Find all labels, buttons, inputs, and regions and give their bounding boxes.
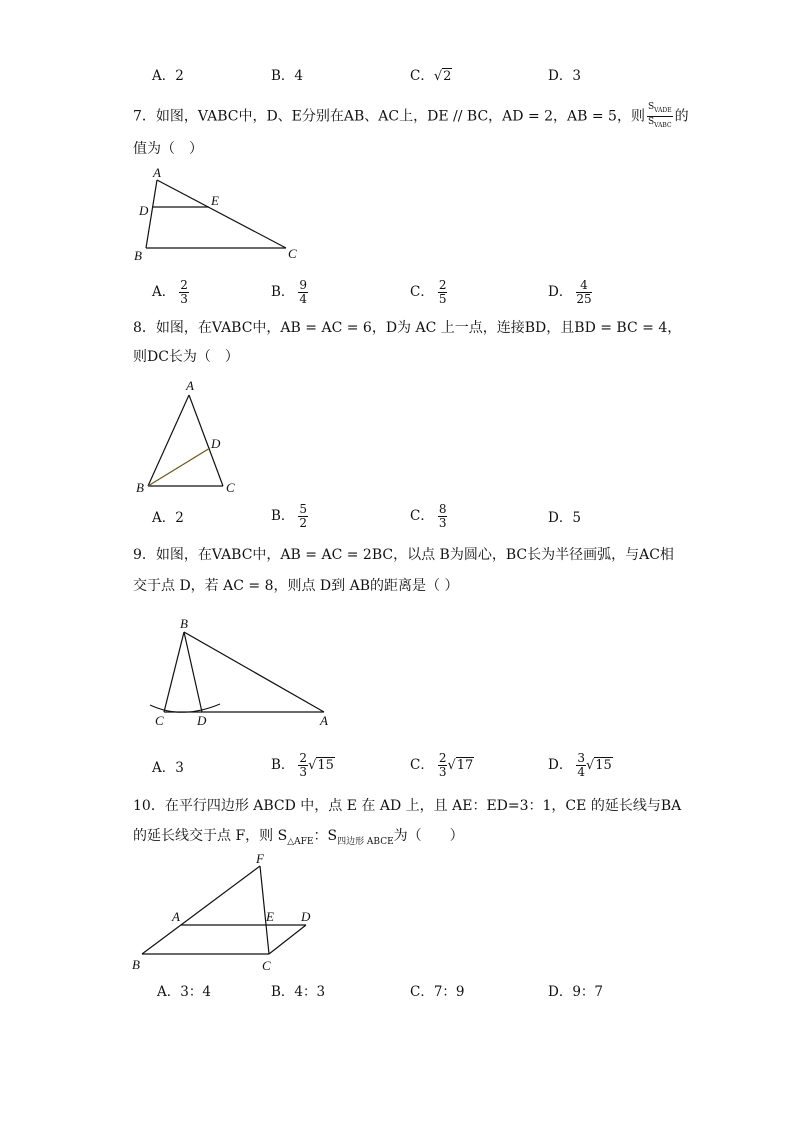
q10-option-c: C．7：9 (410, 984, 465, 1000)
q8-figure (128, 372, 258, 498)
q9-label-a: A (320, 713, 328, 728)
q9-option-c: C． $\frac{2}{3}$ √17 (410, 751, 474, 779)
q10-option-a: A．3：4 (157, 984, 211, 1000)
q8-label-d: D (211, 436, 221, 451)
q8-label-b: B (136, 480, 144, 495)
q10-option-d: D．9：7 (548, 984, 604, 1000)
q7-area-ratio: $\frac{S_{VADE}}{S_{VABC}}$ (647, 102, 672, 129)
q7-label-a: A (153, 165, 161, 180)
q7-option-b: B． $\frac{9}{4}$ (271, 278, 308, 306)
q10-label-e: E (266, 909, 274, 924)
q10-stem-line1: 10．在平行四边形 ABCD 中，点 E 在 AD 上，且 AE：ED=3：1，CE 的延长线与BA (133, 798, 682, 814)
q8-stem-line1: 8．如图，在VABC中，AB = AC = 6，D为 AC 上一点，连接BD，且BD = BC = 4， (133, 320, 682, 336)
q9-option-a: A．3 (152, 760, 184, 776)
q7-option-d: D． $\frac{4}{25}$ (548, 278, 592, 306)
q7-option-a: A． $\frac{2}{3}$ (152, 278, 188, 306)
q7-label-b: B (134, 248, 142, 263)
q6-option-a: A．2 (152, 68, 184, 84)
q7-stem-line2: 值为（ ） (133, 141, 203, 157)
q8-stem-line2: 则DC长为（ ） (133, 349, 239, 365)
q7-label-e: E (211, 193, 219, 208)
q9-label-b: B (180, 616, 188, 631)
q6-option-d: D．3 (548, 68, 581, 84)
q8-label-c: C (226, 480, 235, 495)
q8-option-d: D．5 (548, 510, 581, 526)
q8-option-b: B． $\frac{5}{2}$ (271, 502, 308, 530)
q10-figure (128, 848, 328, 976)
q8-option-c: C． $\frac{8}{3}$ (410, 502, 447, 530)
q7-figure (128, 160, 308, 268)
q9-option-d: D． $\frac{3}{4}$ √15 (548, 751, 612, 779)
q7-option-c: C． $\frac{2}{5}$ (410, 278, 447, 306)
q10-label-b: B (132, 957, 140, 972)
q8-option-a: A．2 (152, 510, 184, 526)
q10-label-a: A (172, 909, 180, 924)
q9-label-c: C (155, 713, 164, 728)
q10-option-b: B．4：3 (271, 984, 326, 1000)
q9-label-d: D (197, 713, 207, 728)
q7-label-d: D (139, 203, 149, 218)
q7-label-c: C (288, 246, 297, 261)
q10-label-c: C (262, 958, 271, 973)
q10-stem-line2: 的延长线交于点 F，则 $S_{\triangle AFE}$：$S_{四边形 ABCE}$为（ ） (133, 828, 464, 847)
q9-figure (140, 612, 350, 732)
q10-label-f: F (256, 851, 264, 866)
q9-option-b: B． $\frac{2}{3}$ √15 (271, 751, 334, 779)
q10-label-d: D (301, 909, 311, 924)
q6-option-c: C．√2 (410, 68, 452, 84)
q8-label-a: A (186, 378, 194, 393)
q6-option-b: B．4 (271, 68, 304, 84)
q9-stem-line1: 9．如图，在VABC中，AB = AC = 2BC，以点 B为圆心，BC长为半径画弧，与AC相 (133, 547, 674, 563)
q7-stem-line1: 7．如图，VABC中，D、E分别在AB、AC上，DE // BC，AD = 2，AB = 5，则 $\frac{S_{VADE}}{S_{VABC}}$ 的 (133, 102, 689, 129)
q9-stem-line2: 交于点 D，若 AC = 8，则点 D到 AB的距离是（ ） (133, 578, 459, 594)
